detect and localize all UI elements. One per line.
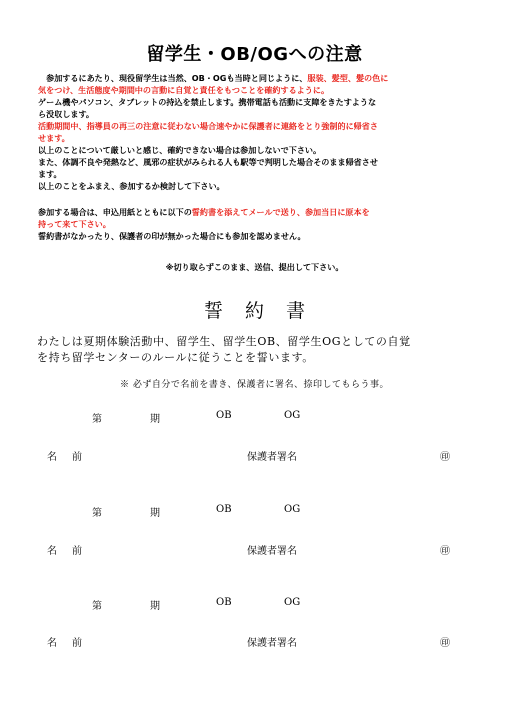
- term-label-ki: 期: [150, 601, 160, 612]
- notice-line: ら没収します。: [38, 109, 95, 119]
- ob-label: OB: [216, 410, 232, 421]
- name-label-na: 名: [47, 546, 57, 557]
- notice-line: [38, 72, 474, 84]
- pledge-instruction: ※ 必ず自分で名前を書き、保護者に署名、捺印してもらう事。: [119, 380, 389, 390]
- guardian-signature-label: 保護者署名: [247, 638, 297, 649]
- notice-line: 誓約書がなかったり、保護者の印が無かった場合にも参加を認めません。: [38, 231, 306, 241]
- seal-mark: ㊞: [440, 452, 450, 463]
- guardian-signature-label: 保護者署名: [247, 546, 297, 557]
- og-label: OG: [284, 410, 301, 421]
- term-label-ki: 期: [150, 508, 160, 519]
- pledge-text: を持ち留学センターのルールに従うことを誓います。: [37, 351, 314, 364]
- notice-emphasis: 服装、髪型、髪の色に: [307, 73, 389, 83]
- seal-mark: ㊞: [440, 638, 450, 649]
- notice-text: 参加するにあたり、現役留学生は当然、OB・OGも当時と同じように、: [38, 73, 308, 83]
- seal-mark: ㊞: [440, 546, 450, 557]
- name-label-mae: 前: [72, 546, 82, 557]
- notice-emphasis: 誓約書を添えてメールで送り、参加当日に原本を: [191, 207, 370, 217]
- notice-emphasis: 持って来て下さい。: [38, 219, 111, 229]
- cut-note: ※切り取らずこのまま、送信、提出して下さい。: [165, 262, 344, 272]
- name-label-na: 名: [47, 638, 57, 649]
- notice-line: ます。: [38, 169, 62, 179]
- notice-emphasis: 気をつけ、生活態度や期間中の言動に自覚と責任をもつことを確約するように。: [38, 85, 330, 95]
- notice-line: 以上のことをふまえ、参加するか検討して下さい。: [38, 181, 225, 191]
- name-label-mae: 前: [72, 638, 82, 649]
- og-label: OG: [284, 504, 301, 515]
- term-label-ki: 期: [150, 414, 160, 425]
- notice-emphasis: せます。: [38, 133, 70, 143]
- pledge-text: わたしは夏期体験活動中、留学生、留学生OB、留学生OGとしての自覚: [37, 335, 411, 348]
- term-label-dai: 第: [92, 601, 102, 612]
- pledge-title: 誓約書: [203, 300, 327, 322]
- name-label-mae: 前: [72, 452, 82, 463]
- term-label-dai: 第: [92, 414, 102, 425]
- notice-line: 以上のことについて厳しいと感じ、確約できない場合は参加しないで下さい。: [38, 145, 322, 155]
- notice-line: [38, 206, 474, 218]
- og-label: OG: [284, 597, 301, 608]
- ob-label: OB: [216, 597, 232, 608]
- guardian-signature-label: 保護者署名: [247, 452, 297, 463]
- notice-line: また、体調不良や発熱など、風邪の症状がみられる人も駅等で判明した場合そのまま帰省させ: [38, 157, 378, 167]
- notice-text: 参加する場合は、申込用紙とともに以下の: [38, 207, 192, 217]
- notice-emphasis: 活動期間中、指導員の再三の注意に従わない場合速やかに保護者に連絡をとり強制的に帰省さ: [38, 121, 378, 131]
- notice-line: ゲーム機やパソコン、タブレットの持込を禁止します。携帯電話も活動に支障をきたすような: [38, 97, 377, 107]
- ob-label: OB: [216, 504, 232, 515]
- name-label-na: 名: [47, 452, 57, 463]
- term-label-dai: 第: [92, 508, 102, 519]
- page-title: 留学生・OB/OGへの注意: [146, 44, 363, 65]
